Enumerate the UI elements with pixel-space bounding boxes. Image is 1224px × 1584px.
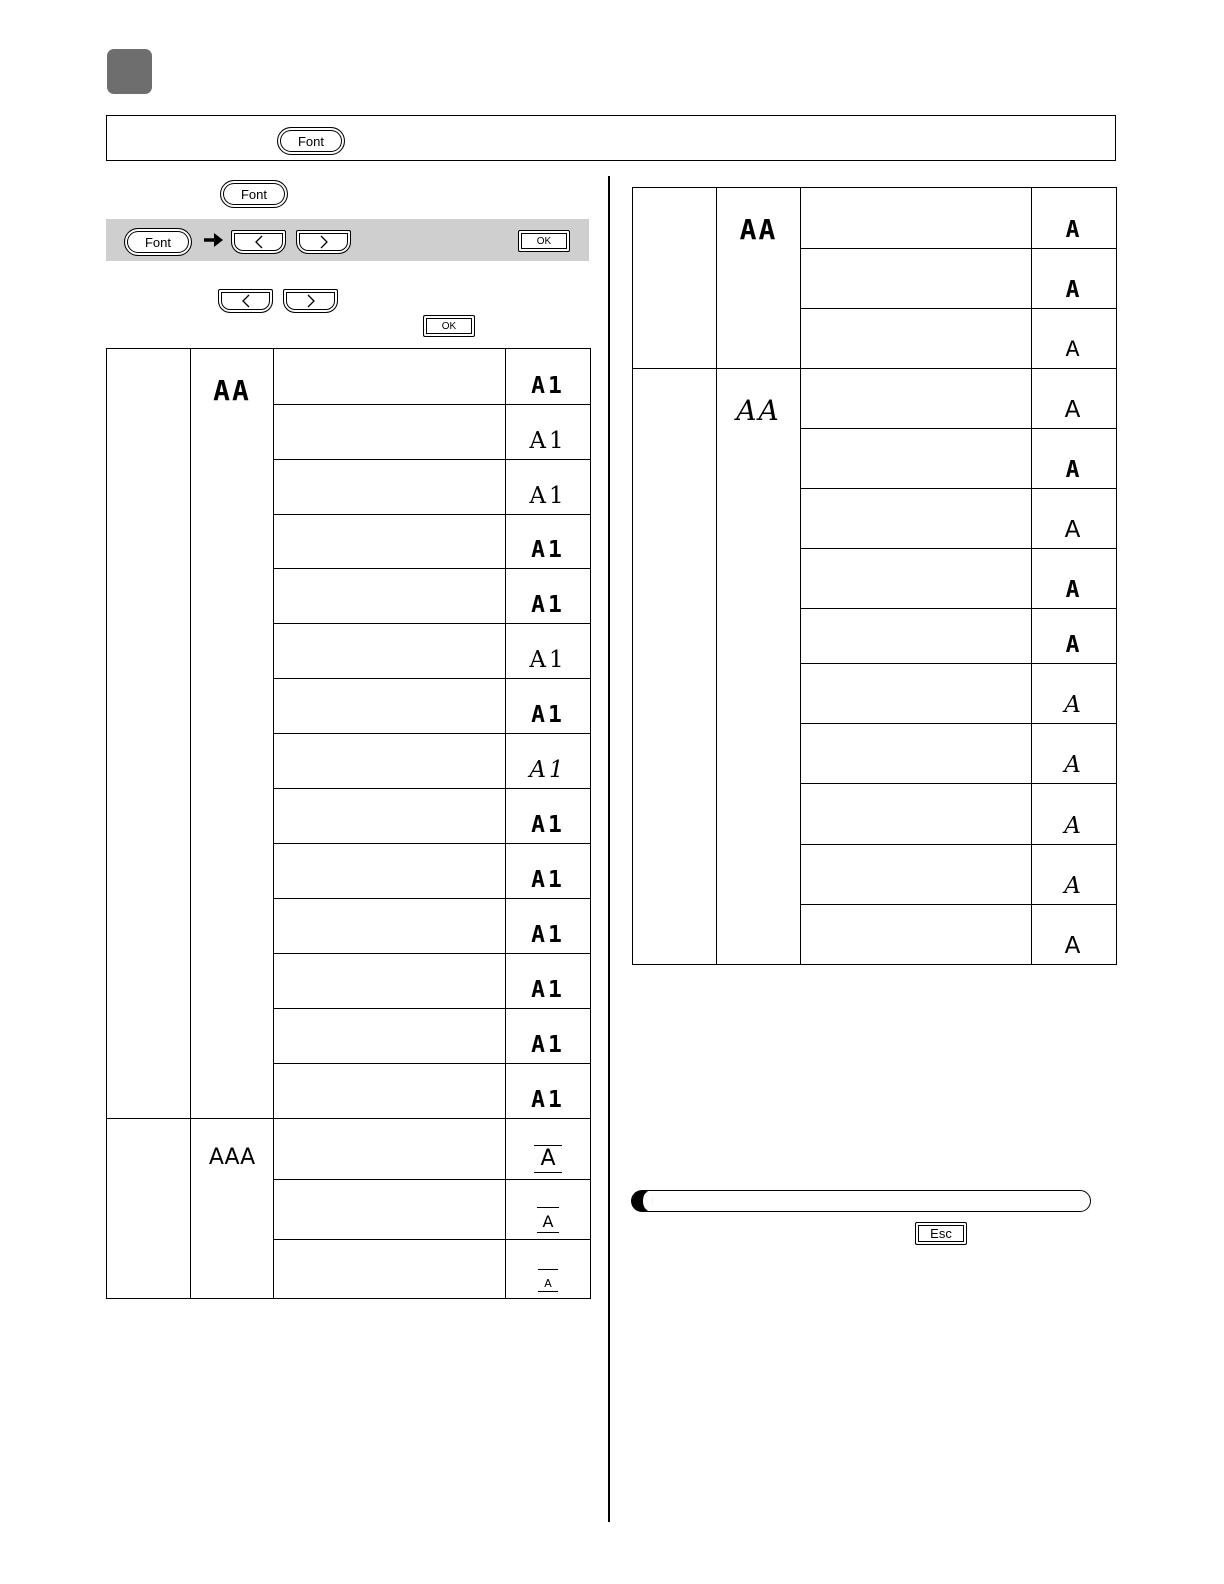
font-name-cell xyxy=(801,609,1032,664)
left-group2-preview-glyph: A xyxy=(537,1207,560,1233)
font-preview-cell xyxy=(506,349,591,405)
font-name-cell xyxy=(801,429,1032,489)
font-name-cell xyxy=(274,405,506,460)
font-category-cell xyxy=(633,188,717,369)
font-preview-cell xyxy=(506,734,591,789)
font-name-cell xyxy=(801,249,1032,309)
font-sample-glyph: AA xyxy=(213,374,251,407)
operation-sequence-bar xyxy=(106,219,589,261)
font-category-cell xyxy=(107,1119,191,1299)
font-name-cell xyxy=(274,569,506,624)
left-group1-preview-glyph: A1 xyxy=(531,1087,565,1113)
font-preview-cell xyxy=(1032,188,1117,249)
font-name-cell xyxy=(801,188,1032,249)
chevron-left-icon xyxy=(253,235,265,249)
esc-key[interactable]: Esc xyxy=(915,1222,967,1245)
column-divider xyxy=(608,176,610,1522)
right-group2-preview-glyph: A xyxy=(1064,752,1084,778)
font-name-cell xyxy=(801,724,1032,784)
right-group2-preview-glyph: A xyxy=(1064,813,1084,839)
font-preview-cell xyxy=(1032,845,1117,905)
font-preview-cell xyxy=(506,899,591,954)
right-arrow-key-sequence[interactable] xyxy=(296,230,351,254)
font-preview-cell xyxy=(1032,784,1117,845)
right-group2-preview-glyph: A xyxy=(1065,457,1083,483)
left-group1-preview-glyph: A1 xyxy=(531,702,565,728)
font-name-cell xyxy=(274,899,506,954)
font-preview-cell xyxy=(506,569,591,624)
note-icon xyxy=(631,1190,653,1212)
font-sample-cell xyxy=(717,188,801,369)
left-arrow-key-sequence[interactable] xyxy=(231,230,286,254)
section-tab-marker xyxy=(107,49,152,94)
right-font-table xyxy=(632,187,1117,965)
font-preview-cell xyxy=(1032,549,1117,609)
left-group1-preview-glyph: A1 xyxy=(531,373,565,399)
font-name-cell xyxy=(274,349,506,405)
right-group2-preview-glyph: A xyxy=(1064,873,1084,899)
font-name-cell xyxy=(801,664,1032,724)
font-sample-cell xyxy=(717,369,801,965)
font-category-cell xyxy=(633,369,717,965)
font-name-cell xyxy=(801,784,1032,845)
font-preview-cell xyxy=(1032,609,1117,664)
font-sample-cell xyxy=(191,1119,274,1299)
table-row xyxy=(107,1119,591,1180)
left-group1-preview-glyph: A1 xyxy=(529,428,567,454)
font-preview-cell xyxy=(506,789,591,844)
left-group1-preview-glyph: A1 xyxy=(529,647,567,673)
right-group2-preview-glyph: A xyxy=(1065,577,1083,603)
font-sample-glyph: AA xyxy=(736,394,781,427)
left-group1-preview-glyph: A1 xyxy=(531,592,565,618)
font-sample-cell xyxy=(191,349,274,1119)
left-group1-preview-glyph: A1 xyxy=(531,867,565,893)
right-group1-preview-glyph: A xyxy=(1065,277,1083,303)
font-preview-cell xyxy=(1032,489,1117,549)
font-name-cell xyxy=(801,845,1032,905)
ok-key-sequence[interactable]: OK xyxy=(518,230,570,252)
font-name-cell xyxy=(274,734,506,789)
font-name-cell xyxy=(801,549,1032,609)
font-name-cell xyxy=(274,789,506,844)
font-key-sequence[interactable]: Font xyxy=(124,228,192,256)
font-preview-cell xyxy=(506,1240,591,1299)
font-name-cell xyxy=(274,1180,506,1240)
instruction-header-box xyxy=(106,115,1116,161)
right-group2-preview-glyph: A xyxy=(1064,692,1084,718)
table-row xyxy=(107,349,591,405)
font-preview-cell xyxy=(506,679,591,734)
font-name-cell xyxy=(801,309,1032,369)
font-preview-cell xyxy=(506,954,591,1009)
left-group2-preview-glyph: A xyxy=(538,1269,558,1292)
font-name-cell xyxy=(274,624,506,679)
ok-key-step[interactable]: OK xyxy=(423,315,475,337)
left-group1-preview-glyph: A1 xyxy=(531,1032,565,1058)
right-group2-preview-glyph: A xyxy=(1064,397,1084,423)
font-preview-cell xyxy=(1032,369,1117,429)
font-preview-cell xyxy=(506,1064,591,1119)
right-arrow-key-step[interactable] xyxy=(283,289,338,313)
chevron-right-icon xyxy=(305,294,317,308)
left-group2-preview-glyph: A xyxy=(534,1145,561,1173)
left-group1-preview-glyph: A1 xyxy=(531,812,565,838)
font-name-cell xyxy=(274,679,506,734)
arrow-right-icon xyxy=(202,230,226,254)
font-preview-cell xyxy=(506,1119,591,1180)
left-arrow-key-step[interactable] xyxy=(218,289,273,313)
right-group1-preview-glyph: A xyxy=(1065,337,1083,363)
font-name-cell xyxy=(801,489,1032,549)
right-group2-preview-glyph: A xyxy=(1064,517,1084,543)
table-row xyxy=(633,369,1117,429)
font-key-step[interactable]: Font xyxy=(220,180,288,208)
font-preview-cell xyxy=(506,405,591,460)
font-preview-cell xyxy=(1032,309,1117,369)
font-name-cell xyxy=(801,369,1032,429)
font-name-cell xyxy=(274,515,506,569)
font-sample-glyph: AA xyxy=(739,213,778,246)
left-group1-preview-glyph: A1 xyxy=(529,483,567,509)
note-header-bar xyxy=(633,1190,1091,1212)
font-name-cell xyxy=(274,954,506,1009)
font-sample-glyph: AAA xyxy=(208,1145,256,1170)
font-key-header[interactable]: Font xyxy=(277,127,345,155)
font-preview-cell xyxy=(506,624,591,679)
font-name-cell xyxy=(801,905,1032,965)
font-name-cell xyxy=(274,1119,506,1180)
left-group1-preview-glyph: A1 xyxy=(531,537,565,563)
font-category-cell xyxy=(107,349,191,1119)
font-name-cell xyxy=(274,1064,506,1119)
font-preview-cell xyxy=(506,460,591,515)
chevron-right-icon xyxy=(318,235,330,249)
left-group1-preview-glyph: A1 xyxy=(529,757,567,783)
right-group2-preview-glyph: A xyxy=(1065,632,1083,658)
font-name-cell xyxy=(274,1240,506,1299)
left-group1-preview-glyph: A1 xyxy=(531,977,565,1003)
font-preview-cell xyxy=(1032,429,1117,489)
table-row xyxy=(633,188,1117,249)
font-preview-cell xyxy=(506,515,591,569)
font-preview-cell xyxy=(506,1180,591,1240)
font-name-cell xyxy=(274,460,506,515)
left-group1-preview-glyph: A1 xyxy=(531,922,565,948)
right-group1-preview-glyph: A xyxy=(1065,217,1083,243)
font-preview-cell xyxy=(1032,905,1117,965)
font-name-cell xyxy=(274,1009,506,1064)
right-group2-preview-glyph: A xyxy=(1064,933,1084,959)
font-preview-cell xyxy=(1032,249,1117,309)
left-font-table xyxy=(106,348,591,1299)
font-preview-cell xyxy=(506,1009,591,1064)
font-preview-cell xyxy=(1032,724,1117,784)
font-preview-cell xyxy=(1032,664,1117,724)
chevron-left-icon xyxy=(240,294,252,308)
font-name-cell xyxy=(274,844,506,899)
font-preview-cell xyxy=(506,844,591,899)
